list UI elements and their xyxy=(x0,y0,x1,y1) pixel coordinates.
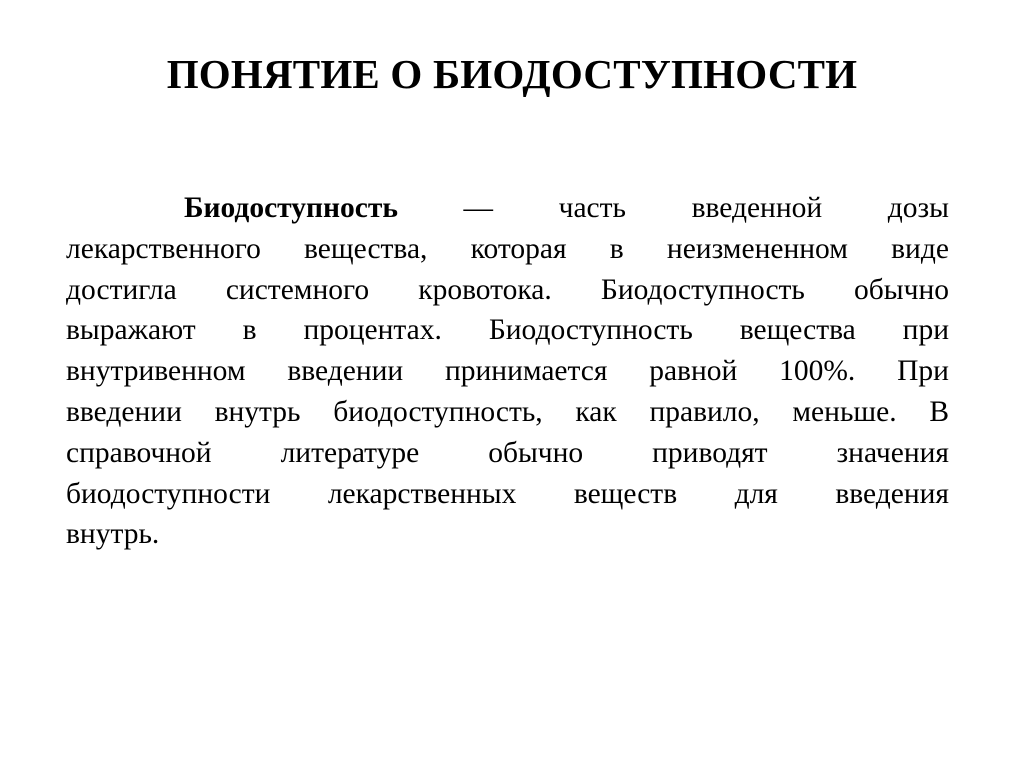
word: в xyxy=(242,314,257,347)
word: равной xyxy=(649,355,738,388)
word: введении xyxy=(287,355,404,388)
word: — xyxy=(463,192,494,224)
word: лекарственных xyxy=(327,477,517,510)
word: обычно xyxy=(488,436,584,469)
word: введении xyxy=(66,395,182,428)
word: достигла xyxy=(66,273,177,306)
word: как xyxy=(575,395,617,428)
word: справочной xyxy=(66,436,212,469)
word: при xyxy=(902,314,949,347)
paragraph-line xyxy=(66,392,949,433)
paragraph-line xyxy=(66,188,949,229)
paragraph-line xyxy=(66,310,949,351)
word: Биодоступность xyxy=(600,273,805,306)
word: неизмененном xyxy=(666,232,848,265)
word: которая xyxy=(470,232,567,265)
word: системного xyxy=(225,273,370,306)
paragraph-line xyxy=(66,270,949,311)
word: принимается xyxy=(444,355,608,388)
word: для xyxy=(734,477,778,510)
word: литературе xyxy=(280,436,420,469)
slide-title: ПОНЯТИЕ О БИОДОСТУПНОСТИ xyxy=(166,51,858,97)
word: биодоступность, xyxy=(333,395,543,428)
word: биодоступности xyxy=(66,477,271,510)
word: обычно xyxy=(854,273,949,306)
word: 100%. xyxy=(779,355,856,388)
word: правило, xyxy=(649,395,760,428)
word: дозы xyxy=(887,192,949,224)
word: меньше. xyxy=(792,395,897,428)
paragraph-line xyxy=(66,351,949,392)
word: в xyxy=(609,232,624,265)
word: веществ xyxy=(573,477,678,510)
word: внутрь. xyxy=(66,518,160,551)
word: Биодоступность xyxy=(488,314,693,347)
word: внутривенном xyxy=(66,355,246,388)
paragraph-line xyxy=(66,474,949,515)
word: значения xyxy=(836,436,949,469)
term-bold: Биодоступность xyxy=(184,192,398,224)
word: введенной xyxy=(691,192,823,224)
word: внутрь xyxy=(214,395,301,428)
paragraph-line xyxy=(66,433,949,474)
word: выражают xyxy=(66,314,196,347)
word: лекарственного xyxy=(66,232,261,265)
paragraph-line xyxy=(66,229,949,270)
word: приводят xyxy=(652,436,768,469)
paragraph-line xyxy=(66,514,949,555)
word: кровотока. xyxy=(418,273,552,306)
word: В xyxy=(929,395,949,428)
word: вещества, xyxy=(304,232,428,265)
word: вещества xyxy=(739,314,856,347)
definition-paragraph xyxy=(66,188,949,555)
word: часть xyxy=(558,192,626,224)
word: процентах. xyxy=(303,314,442,347)
word: введения xyxy=(835,477,949,510)
word: При xyxy=(897,355,949,388)
word: виде xyxy=(891,232,949,265)
